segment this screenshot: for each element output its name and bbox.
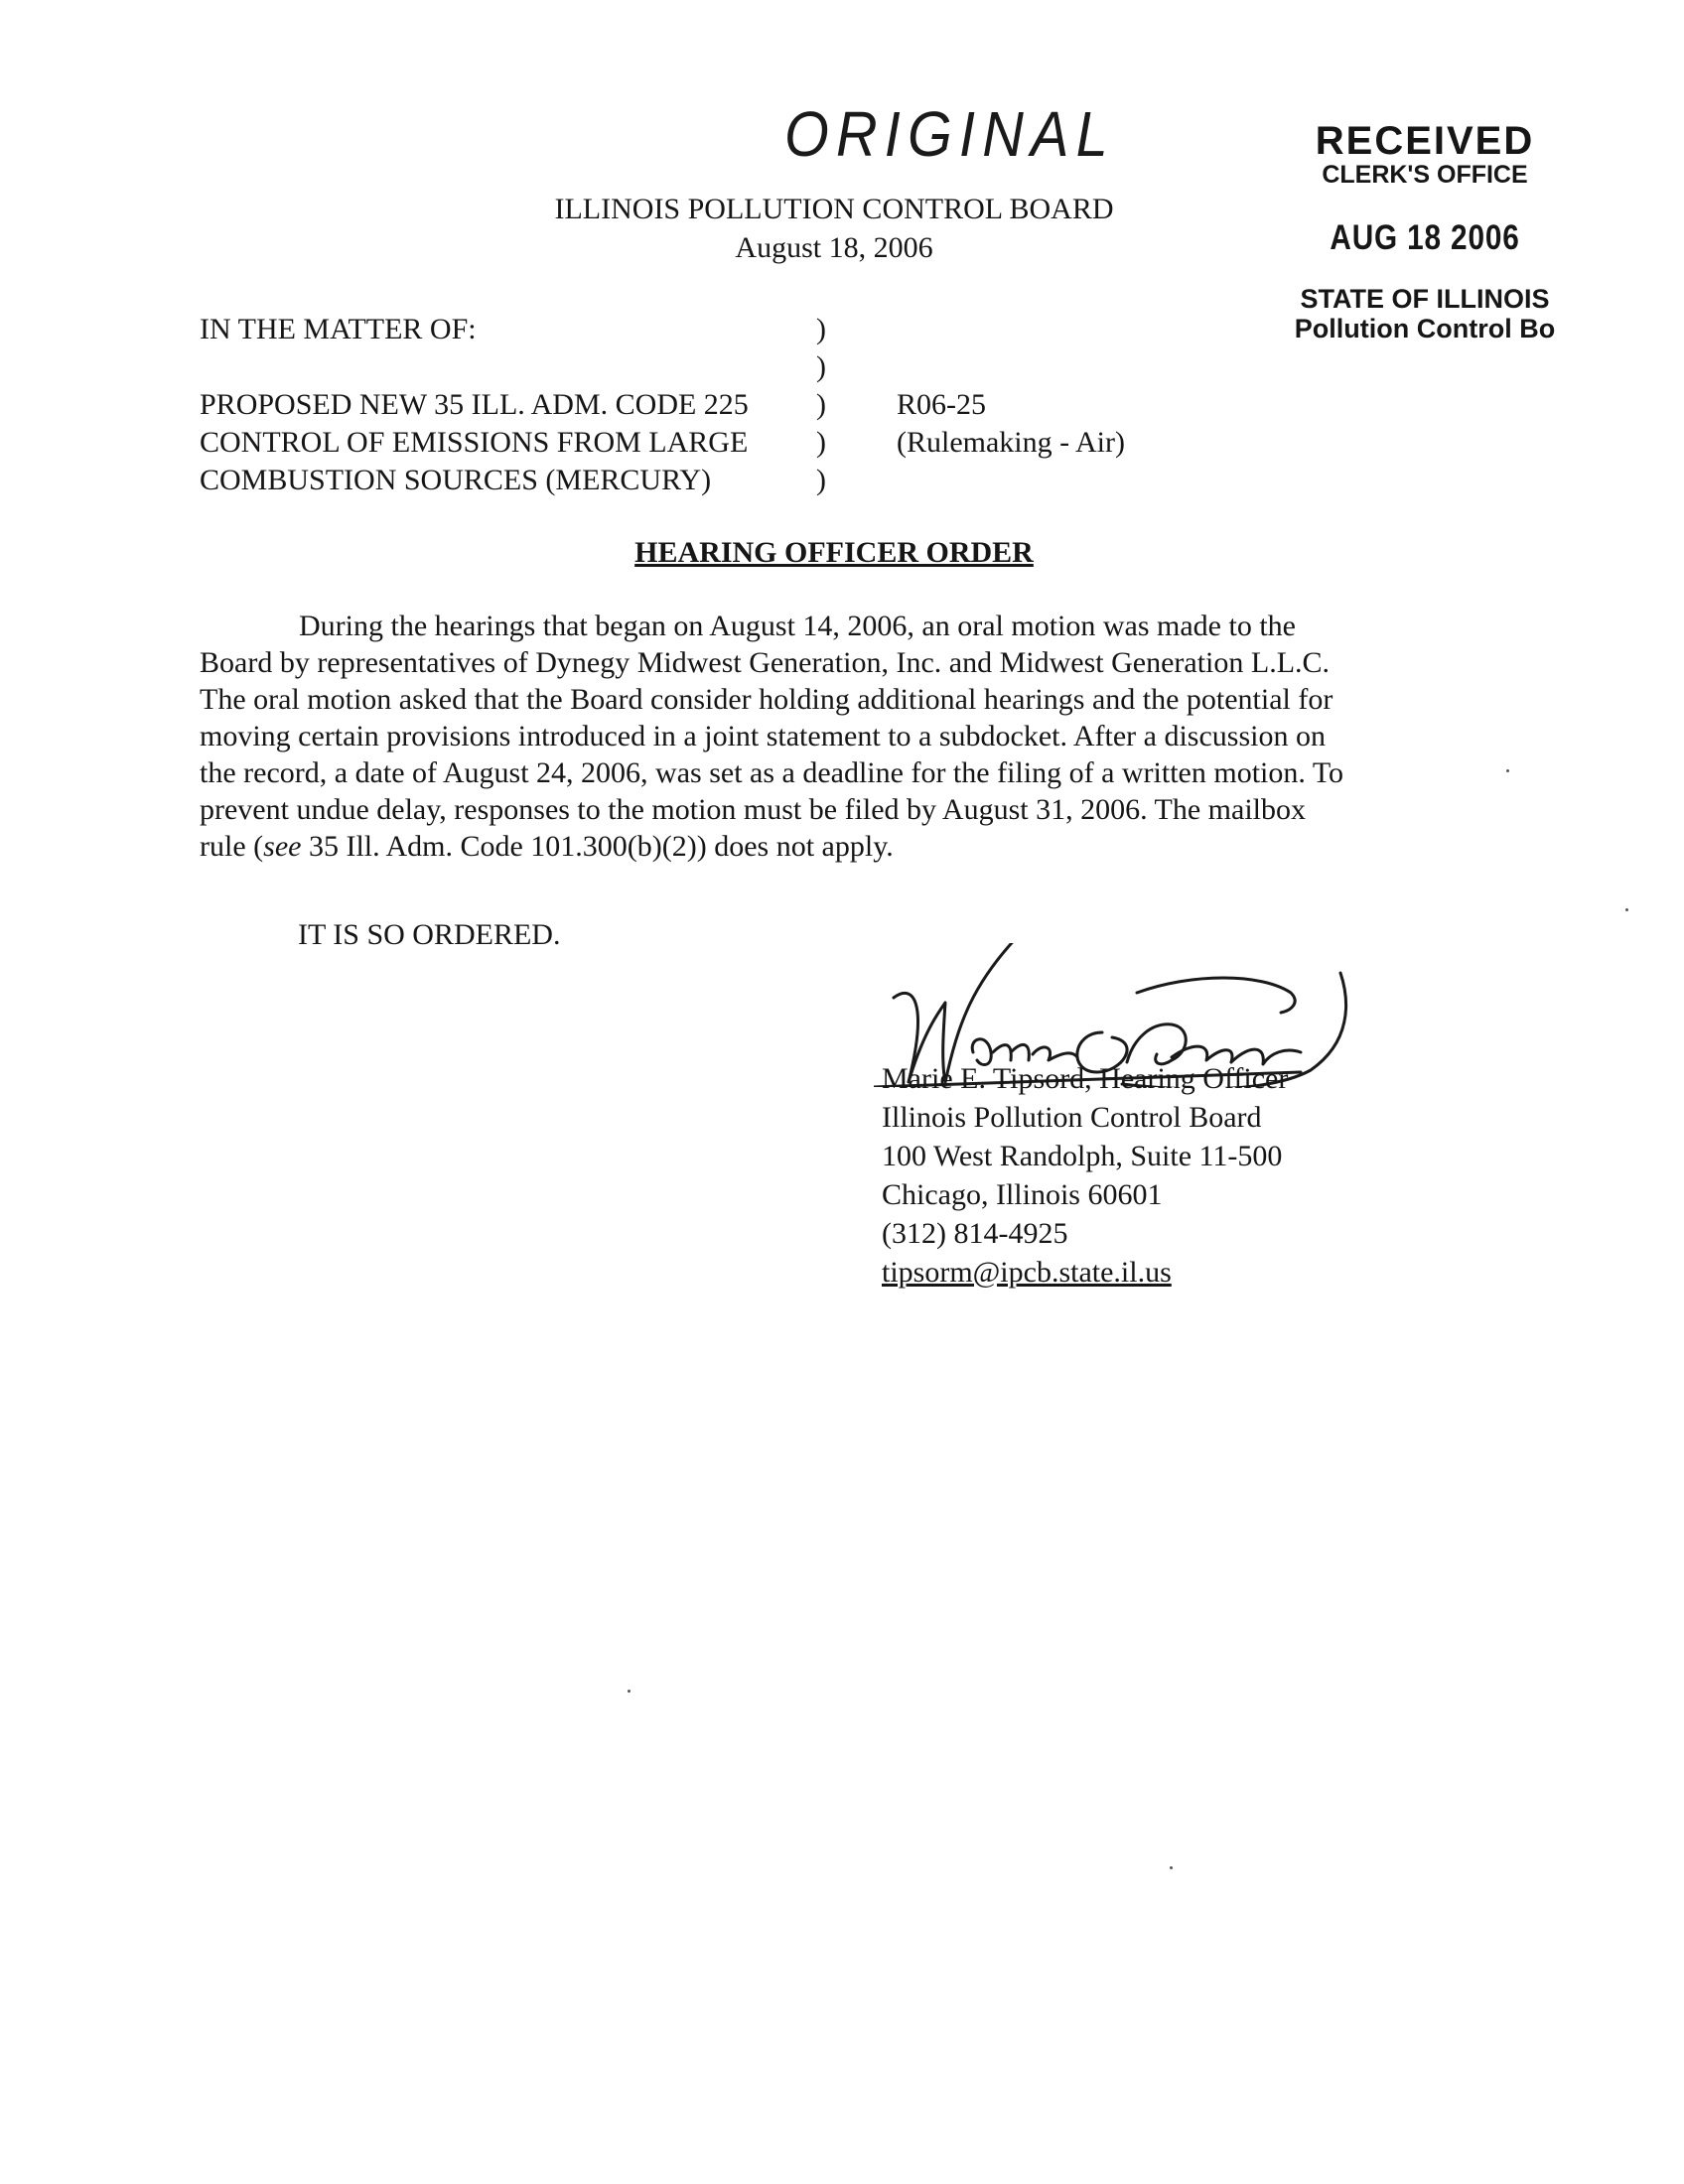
scan-speck xyxy=(1506,769,1509,772)
caption-parentheses xyxy=(816,311,826,499)
signer-name-title: Marie E. Tipsord, Hearing Officer xyxy=(882,1062,1289,1095)
signature-block xyxy=(882,1059,1288,1292)
closing-statement: IT IS SO ORDERED. xyxy=(298,918,561,951)
body-line: moving certain provisions introduced in a joint statement to a subdocket. After a discussion on xyxy=(200,720,1326,752)
received-title: RECEIVED xyxy=(1315,119,1535,163)
received-office: CLERK'S OFFICE xyxy=(1322,161,1528,189)
body-line: prevent undue delay, responses to the motion must be filed by August 31, 2006. The mailbox xyxy=(200,793,1306,826)
body-line: Board by representatives of Dynegy Midwest Generation, Inc. and Midwest Generation L.L.C. xyxy=(200,646,1331,679)
order-heading: HEARING OFFICER ORDER xyxy=(634,536,1034,569)
caption-paren: ) xyxy=(816,464,826,496)
case-type: (Rulemaking - Air) xyxy=(897,426,1125,459)
signer-city: Chicago, Illinois 60601 xyxy=(882,1178,1163,1211)
signer-address: 100 West Randolph, Suite 11-500 xyxy=(882,1140,1283,1172)
board-name: ILLINOIS POLLUTION CONTROL BOARD xyxy=(554,193,1114,225)
caption-paren: ) xyxy=(816,313,826,345)
scan-speck xyxy=(628,1690,631,1693)
caption-line xyxy=(200,348,749,386)
case-number: R06-25 xyxy=(897,388,986,421)
case-caption xyxy=(200,311,749,499)
received-dept: Pollution Control Bo xyxy=(1294,314,1556,343)
caption-line: CONTROL OF EMISSIONS FROM LARGE xyxy=(200,426,749,459)
scan-speck xyxy=(1625,908,1628,911)
signer-organization: Illinois Pollution Control Board xyxy=(882,1101,1262,1134)
signer-phone: (312) 814-4925 xyxy=(882,1217,1068,1250)
case-info xyxy=(897,386,1125,462)
body-line: The oral motion asked that the Board consider holding additional hearings and the potential for xyxy=(200,683,1333,716)
body-line: During the hearings that began on August 14, 2006, an oral motion was made to the xyxy=(299,610,1296,642)
received-state: STATE OF ILLINOIS xyxy=(1300,284,1550,314)
original-stamp: ORIGINAL xyxy=(784,98,1115,170)
signer-email-link[interactable]: tipsorm@ipcb.state.il.us xyxy=(882,1256,1172,1289)
scan-speck xyxy=(1170,1866,1173,1869)
received-date: AUG 18 2006 xyxy=(1330,218,1520,257)
caption-line: IN THE MATTER OF: xyxy=(200,313,477,345)
order-body xyxy=(200,608,1490,865)
caption-paren: ) xyxy=(816,388,826,421)
body-line-last xyxy=(200,828,1490,865)
body-line: the record, a date of August 24, 2006, was set as a deadline for the filing of a written motion. To xyxy=(200,756,1344,789)
caption-paren: ) xyxy=(816,350,826,383)
caption-line: COMBUSTION SOURCES (MERCURY) xyxy=(200,464,712,496)
body-text: rule ( xyxy=(200,830,264,863)
order-date: August 18, 2006 xyxy=(735,231,933,264)
caption-paren: ) xyxy=(816,426,826,459)
caption-line: PROPOSED NEW 35 ILL. ADM. CODE 225 xyxy=(200,388,749,421)
body-text: 35 Ill. Adm. Code 101.300(b)(2)) does not apply. xyxy=(301,830,894,863)
body-italic: see xyxy=(263,830,302,863)
